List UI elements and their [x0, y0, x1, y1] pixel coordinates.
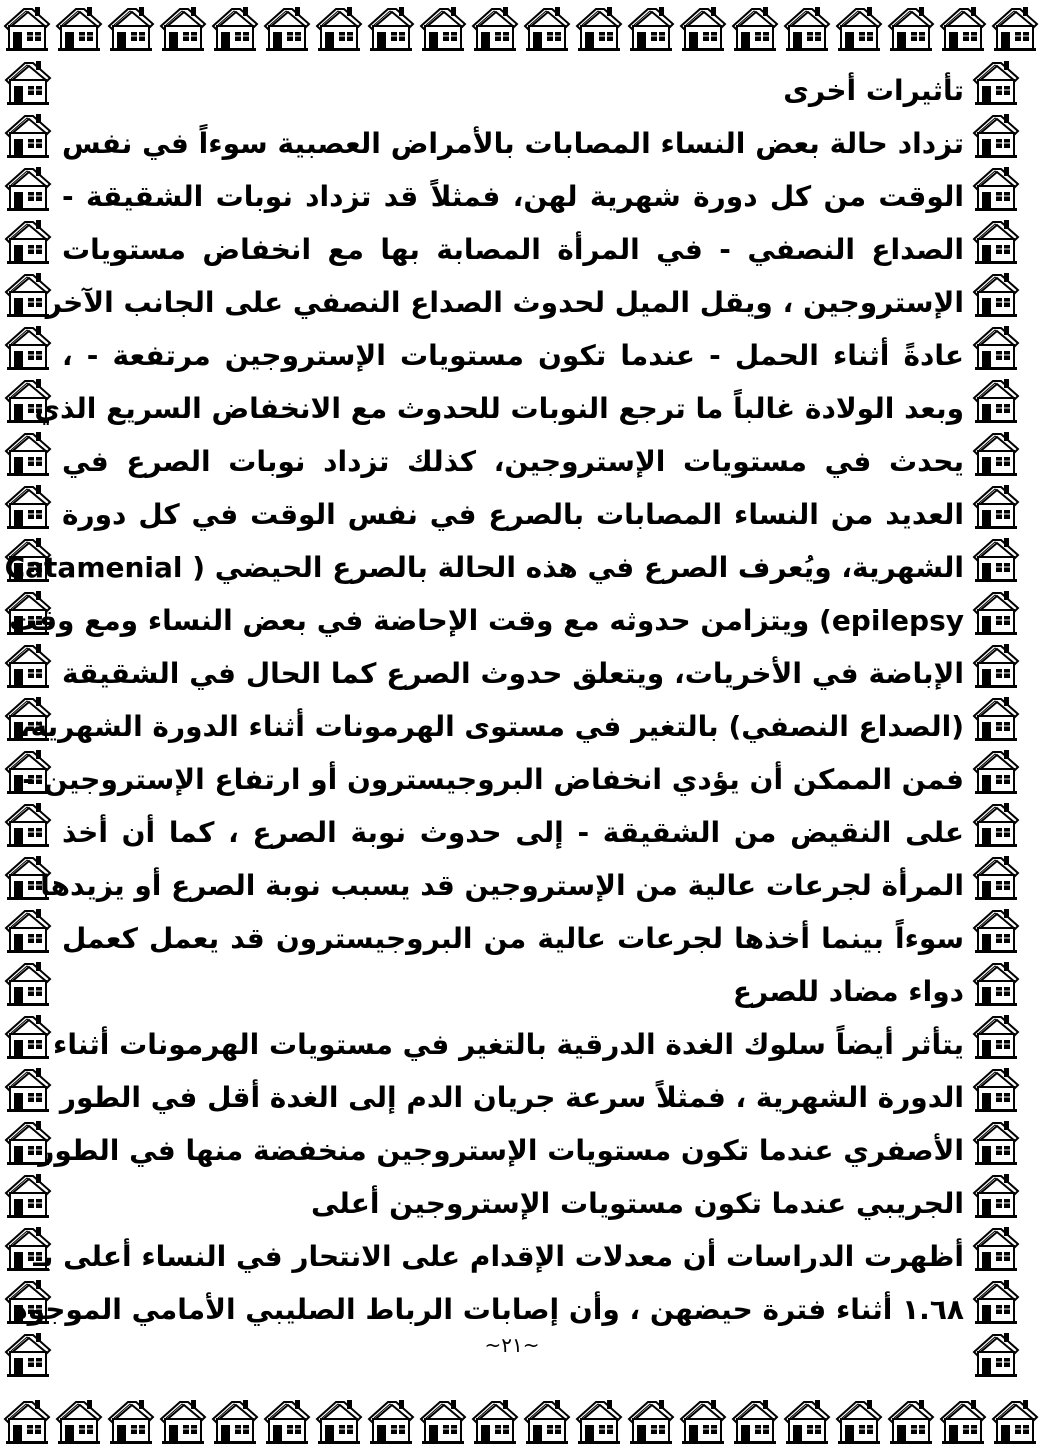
text-line: أظهرت الدراسات أن معدلات الإقدام على الانتحار في النساء أعلى بـ [33, 1240, 964, 1273]
house-icon [210, 1397, 260, 1445]
house-icon [678, 4, 728, 52]
house-icon [970, 429, 1022, 477]
house-icon [970, 535, 1022, 583]
text-line: يحدث في مستويات الإستروجين، كذلك تزداد نوبات الصرع في [62, 445, 964, 478]
text-line: سوءاً بينما أخذها لجرعات عالية من البروجيسترون قد يعمل كعمل [62, 922, 964, 955]
house-icon [990, 1397, 1040, 1445]
page-body [4, 64, 964, 1336]
right-border [970, 58, 1022, 1378]
house-icon [2, 906, 54, 954]
house-icon [2, 482, 54, 530]
top-border [2, 4, 1040, 52]
house-icon [2, 641, 54, 689]
house-icon [970, 217, 1022, 265]
house-icon [158, 1397, 208, 1445]
text-line: على النقيض من الشقيقة - إلى حدوث نوبة الصرع ، كما أن أخذ [62, 816, 964, 849]
house-icon [970, 959, 1022, 1007]
house-icon [782, 4, 832, 52]
house-icon [2, 111, 54, 159]
house-icon [730, 4, 780, 52]
house-icon [970, 1012, 1022, 1060]
text-line: الجريبي عندما تكون مستويات الإستروجين أعلى [310, 1187, 964, 1220]
house-icon [970, 641, 1022, 689]
house-icon [2, 58, 54, 106]
house-icon [970, 588, 1022, 636]
house-icon [970, 906, 1022, 954]
text-line: epilepsy) ويتزامن حدوثه مع وقت الإحاضة في بعض النساء ومع وقت [9, 604, 964, 637]
house-icon [970, 694, 1022, 742]
text-line: المرأة لجرعات عالية من الإستروجين قد يسبب نوبة الصرع أو يزيدها [40, 869, 964, 902]
text-line: (الصداع النصفي) بالتغير في مستوى الهرمونات أثناء الدورة الشهرية، [20, 710, 964, 743]
text-line: عادةً أثناء الحمل - عندما تكون مستويات الإستروجين مرتفعة - ، [62, 339, 964, 372]
text-line: فمن الممكن أن يؤدي انخفاض البروجيسترون أو ارتفاع الإستروجين - [22, 763, 964, 796]
house-icon [106, 1397, 156, 1445]
house-icon [970, 853, 1022, 901]
house-icon [2, 1397, 52, 1445]
house-icon [262, 1397, 312, 1445]
house-icon [970, 482, 1022, 530]
house-icon [938, 4, 988, 52]
house-icon [938, 1397, 988, 1445]
house-icon [626, 1397, 676, 1445]
house-icon [678, 1397, 728, 1445]
house-icon [834, 4, 884, 52]
text-line: الصداع النصفي - في المرأة المصابة بها مع انخفاض مستويات [62, 233, 964, 266]
house-icon [970, 164, 1022, 212]
house-icon [970, 747, 1022, 795]
house-icon [2, 323, 54, 371]
house-icon [2, 217, 54, 265]
house-icon [2, 429, 54, 477]
house-icon [522, 4, 572, 52]
house-icon [834, 1397, 884, 1445]
house-icon [2, 1171, 54, 1219]
house-icon [210, 4, 260, 52]
house-icon [470, 1397, 520, 1445]
house-icon [970, 323, 1022, 371]
house-icon [886, 4, 936, 52]
house-icon [970, 58, 1022, 106]
text-line: الأصفري عندما تكون مستويات الإستروجين منخفضة منها في الطور [38, 1134, 964, 1167]
house-icon [970, 800, 1022, 848]
house-icon [366, 4, 416, 52]
text-line: الشهرية، ويُعرف الصرع في هذه الحالة بالصرع الحيضي ( Catamenial [4, 551, 964, 584]
house-icon [106, 4, 156, 52]
house-icon [366, 1397, 416, 1445]
text-line: ١.٦٨ أثناء فترة حيضهن ، وأن إصابات الرباط الصليبي الأمامي الموجود [13, 1293, 964, 1326]
house-icon [2, 4, 52, 52]
house-icon [970, 1277, 1022, 1325]
page-number: ~٢١~ [484, 1333, 540, 1357]
house-icon [970, 111, 1022, 159]
house-icon [2, 959, 54, 1007]
house-icon [262, 4, 312, 52]
house-icon [522, 1397, 572, 1445]
house-icon [2, 1065, 54, 1113]
text-line: تزداد حالة بعض النساء المصابات بالأمراض العصبية سوءاً في نفس [62, 127, 964, 160]
text-line: وبعد الولادة غالباً ما ترجع النوبات للحدوث مع الانخفاض السريع الذي [34, 392, 964, 425]
house-icon [970, 270, 1022, 318]
text-line: الإباضة في الأخريات، ويتعلق حدوث الصرع كما الحال في الشقيقة [62, 657, 964, 690]
house-icon [418, 1397, 468, 1445]
house-icon [782, 1397, 832, 1445]
house-icon [54, 1397, 104, 1445]
house-icon [2, 164, 54, 212]
text-line: العديد من النساء المصابات بالصرع في نفس الوقت في كل دورة [62, 498, 964, 531]
text-line: الإستروجين ، ويقل الميل لحدوث الصداع النصفي على الجانب الآخر [45, 286, 964, 319]
house-icon [418, 4, 468, 52]
house-icon [626, 4, 676, 52]
house-icon [54, 4, 104, 52]
house-icon [970, 1171, 1022, 1219]
house-icon [886, 1397, 936, 1445]
house-icon [970, 1224, 1022, 1272]
house-icon [470, 4, 520, 52]
house-icon [970, 1118, 1022, 1166]
bottom-border [2, 1397, 1040, 1445]
text-line: دواء مضاد للصرع [732, 975, 964, 1008]
house-icon [970, 376, 1022, 424]
house-icon [158, 4, 208, 52]
house-icon [314, 4, 364, 52]
house-icon [2, 1012, 54, 1060]
house-icon [970, 1065, 1022, 1113]
text-line: يتأثر أيضاً سلوك الغدة الدرقية بالتغير في مستويات الهرمونات أثناء [53, 1028, 964, 1061]
house-icon [574, 1397, 624, 1445]
text-line: الدورة الشهرية ، فمثلاً سرعة جريان الدم إلى الغدة أقل في الطور [59, 1081, 964, 1114]
house-icon [730, 1397, 780, 1445]
section-heading: تأثيرات أخرى [783, 74, 964, 107]
house-icon [2, 800, 54, 848]
house-icon [990, 4, 1040, 52]
house-icon [314, 1397, 364, 1445]
house-icon [574, 4, 624, 52]
text-line: الوقت من كل دورة شهرية لهن، فمثلاً قد تزداد نوبات الشقيقة - [62, 180, 964, 213]
